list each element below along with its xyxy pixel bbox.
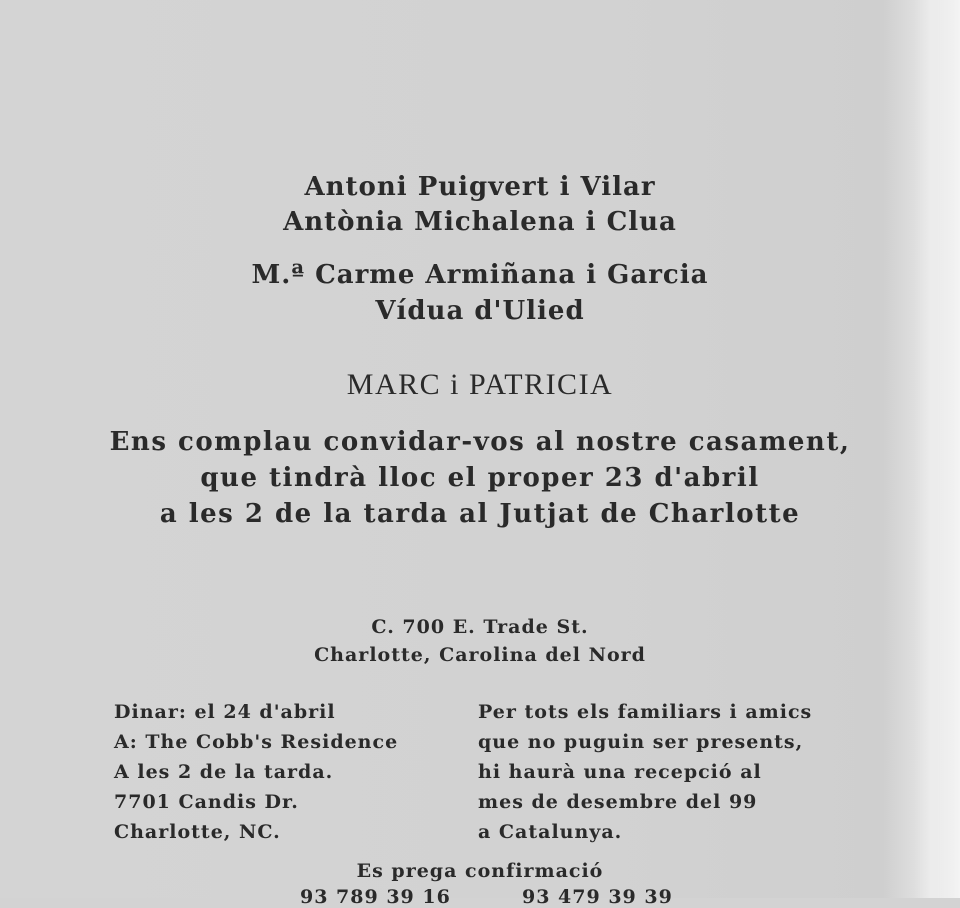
reception-line-5: a Catalunya. <box>478 821 623 843</box>
parent-name-2: Antònia Michalena i Clua <box>283 207 677 237</box>
dinner-line-5: Charlotte, NC. <box>114 821 281 843</box>
dinner-details <box>114 697 398 847</box>
dinner-line-3: A les 2 de la tarda. <box>114 761 334 783</box>
reception-details <box>478 697 812 847</box>
invitation-line-3: a les 2 de la tarda al Jutjat de Charlotte <box>159 499 801 529</box>
invitation-line-1: Ens complau convidar-vos al nostre casament, <box>109 427 851 457</box>
parent-name-4: Vídua d'Ulied <box>375 296 585 326</box>
reception-line-1: Per tots els familiars i amics <box>478 701 813 723</box>
parent-name-3: M.ª Carme Armiñana i Garcia <box>251 260 709 290</box>
invitation-line-2: que tindrà lloc el proper 23 d'abril <box>200 463 760 493</box>
reception-line-3: hi haurà una recepció al <box>478 761 762 783</box>
phone-left: 93 789 39 16 <box>300 886 451 908</box>
parent-name-1: Antoni Puigvert i Vilar <box>304 172 656 202</box>
reception-line-2: que no puguin ser presents, <box>478 731 804 753</box>
dinner-line-2: A: The Cobb's Residence <box>114 731 399 753</box>
couple-names: MARC i PATRICIA <box>346 368 614 401</box>
rsvp-text: Es prega confirmació <box>356 860 604 882</box>
dinner-line-1: Dinar: el 24 d'abril <box>114 701 336 723</box>
phone-right: 93 479 39 39 <box>522 886 673 908</box>
reception-line-4: mes de desembre del 99 <box>478 791 758 813</box>
dinner-line-4: 7701 Candis Dr. <box>114 791 299 813</box>
address-line-1: C. 700 E. Trade St. <box>371 616 589 638</box>
address-line-2: Charlotte, Carolina del Nord <box>314 644 646 666</box>
